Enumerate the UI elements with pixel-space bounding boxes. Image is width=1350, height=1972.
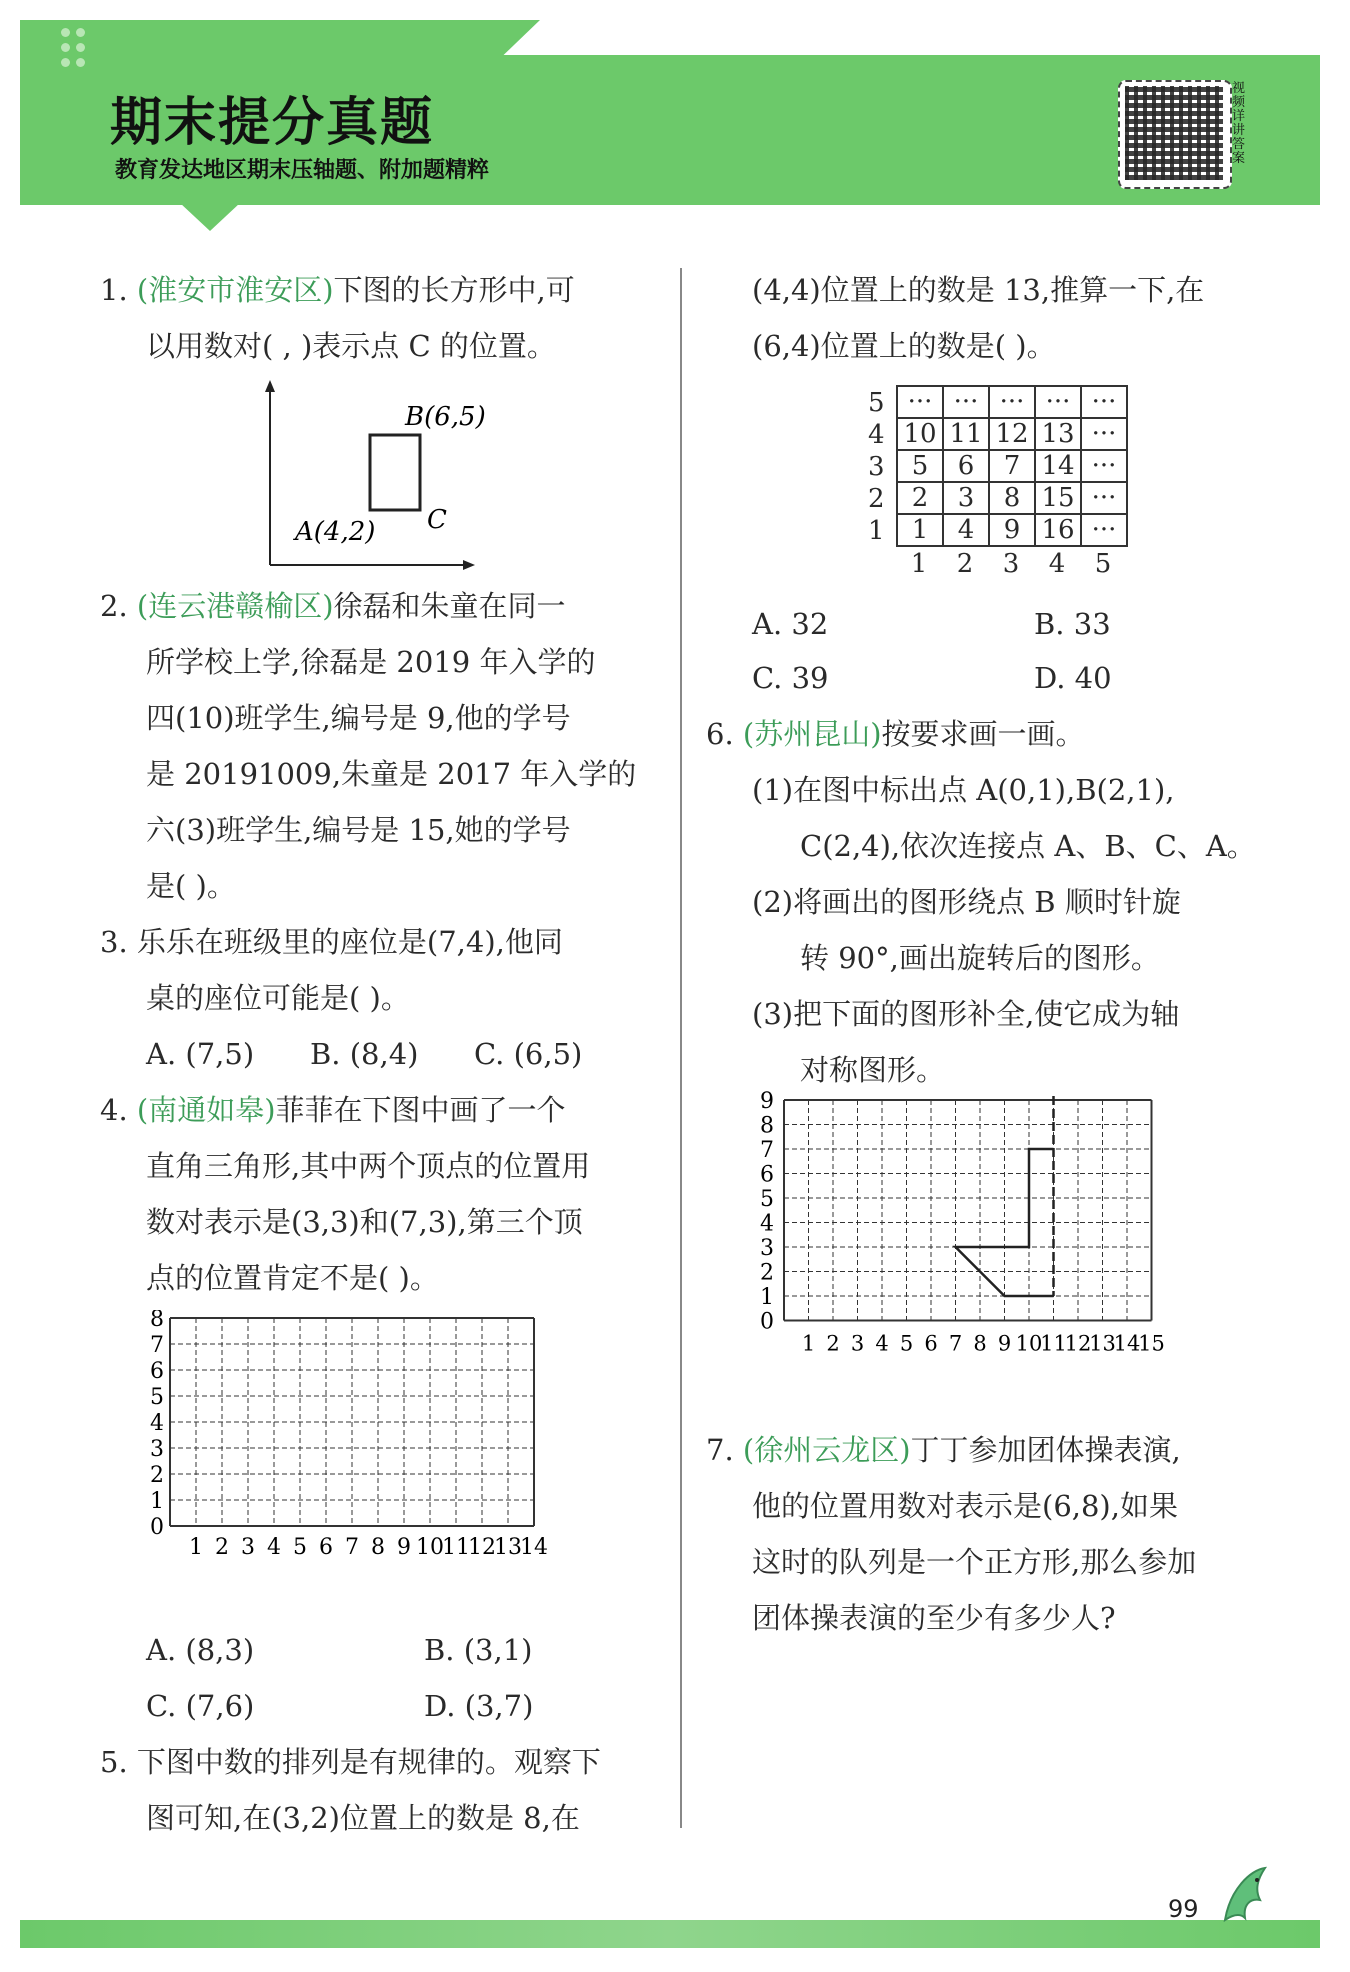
row-label: 5 bbox=[868, 388, 885, 418]
table-row bbox=[897, 514, 1127, 546]
qr-code-icon[interactable] bbox=[1125, 86, 1223, 180]
table-row bbox=[897, 418, 1127, 450]
table-cell: 8 bbox=[989, 482, 1035, 514]
question-7-line4: 团体操表演的至少有多少人? bbox=[752, 1601, 1116, 1635]
question-2-line2: 所学校上学,徐磊是 2019 年入学的 bbox=[146, 645, 596, 679]
question-5-line4: (6,4)位置上的数是( )。 bbox=[752, 329, 1056, 363]
question-4-option-b[interactable]: B. (3,1) bbox=[424, 1633, 533, 1667]
x-tick-label: 7 bbox=[948, 1331, 963, 1356]
question-source: (南通如皋) bbox=[136, 1093, 276, 1127]
question-5-line2: 图可知,在(3,2)位置上的数是 8,在 bbox=[146, 1801, 580, 1835]
column-divider bbox=[680, 268, 682, 1828]
question-6-part1-line1: (1)在图中标出点 A(0,1),B(2,1), bbox=[752, 773, 1175, 807]
table-cell: 9 bbox=[989, 514, 1035, 546]
table-cell: 7 bbox=[989, 450, 1035, 482]
qr-label: 视频详讲答案 bbox=[1232, 81, 1246, 166]
x-tick-label: 1 bbox=[189, 1535, 203, 1560]
y-tick-label: 1 bbox=[760, 1285, 774, 1310]
q4-grid bbox=[140, 1310, 660, 1620]
footer-bar bbox=[20, 1920, 1320, 1948]
table-cell: 5 bbox=[897, 450, 943, 482]
row-label: 1 bbox=[868, 516, 885, 546]
question-1 bbox=[100, 262, 575, 318]
row-label: 2 bbox=[868, 484, 885, 514]
question-6-part3-line2: 对称图形。 bbox=[800, 1053, 946, 1087]
page-title: 期末提分真题 bbox=[110, 93, 435, 153]
table-cell: 3 bbox=[943, 482, 989, 514]
question-6-part2-line1: (2)将画出的图形绕点 B 顺时针旋 bbox=[752, 885, 1181, 919]
x-tick-label: 6 bbox=[319, 1535, 333, 1560]
y-tick-label: 0 bbox=[760, 1309, 774, 1335]
question-6-part2-line2: 转 90°,画出旋转后的图形。 bbox=[800, 941, 1160, 975]
question-4-line4: 点的位置肯定不是( )。 bbox=[146, 1261, 439, 1295]
x-axis-arrow bbox=[463, 560, 475, 570]
page-subtitle: 教育发达地区期末压轴题、附加题精粹 bbox=[115, 158, 490, 183]
x-tick-label: 9 bbox=[997, 1331, 1012, 1356]
y-tick-label: 7 bbox=[150, 1333, 164, 1358]
table-cell: 12 bbox=[989, 418, 1035, 450]
question-3-option-a[interactable]: A. (7,5) bbox=[146, 1037, 255, 1071]
y-tick-label: 5 bbox=[760, 1187, 774, 1212]
question-5-option-a[interactable]: A. 32 bbox=[752, 607, 829, 641]
y-tick-label: 8 bbox=[150, 1310, 164, 1332]
question-2: 2. (连云港赣榆区)徐磊和朱童在同一 bbox=[100, 589, 566, 623]
x-tick-label: 5 bbox=[899, 1331, 914, 1356]
row-label: 4 bbox=[868, 420, 885, 450]
question-3-option-c[interactable]: C. (6,5) bbox=[474, 1037, 583, 1071]
question-3-line2: 桌的座位可能是( )。 bbox=[146, 981, 410, 1015]
page-number: 99 bbox=[1168, 1895, 1199, 1923]
header-tab bbox=[20, 20, 540, 60]
row-labels bbox=[868, 385, 896, 547]
header-notch bbox=[180, 203, 240, 231]
question-source: (苏州昆山) bbox=[742, 717, 882, 751]
question-3: 3. 乐乐在班级里的座位是(7,4),他同 bbox=[100, 925, 563, 959]
table-cell: 11 bbox=[943, 418, 989, 450]
x-tick-label: 10 bbox=[416, 1535, 444, 1560]
question-2-line4: 是 20191009,朱童是 2017 年入学的 bbox=[146, 757, 637, 791]
table-row bbox=[897, 482, 1127, 514]
x-tick-label: 4 bbox=[267, 1535, 281, 1560]
q1-rectangle-diagram bbox=[255, 380, 495, 570]
y-tick-label: 1 bbox=[150, 1489, 164, 1514]
x-tick-label: 3 bbox=[241, 1535, 255, 1560]
question-1-line2: 以用数对( , )表示点 C 的位置。 bbox=[146, 329, 556, 363]
y-tick-label: 8 bbox=[760, 1113, 774, 1139]
y-tick-label: 2 bbox=[150, 1463, 164, 1488]
number-pattern-table bbox=[868, 385, 1128, 581]
table-cell: ··· bbox=[1081, 482, 1127, 514]
x-tick-label: 11 bbox=[1040, 1331, 1067, 1356]
col-label: 4 bbox=[1048, 549, 1066, 579]
table-row bbox=[897, 386, 1127, 418]
table-cell: ··· bbox=[1081, 514, 1127, 546]
label-b: B(6,5) bbox=[405, 402, 486, 432]
row-label: 3 bbox=[868, 452, 885, 482]
x-tick-label: 10 bbox=[1015, 1331, 1043, 1356]
y-tick-label: 7 bbox=[760, 1138, 774, 1163]
y-tick-label: 3 bbox=[760, 1236, 774, 1261]
question-5-option-c[interactable]: C. 39 bbox=[752, 661, 829, 695]
question-5-option-d[interactable]: D. 40 bbox=[1034, 661, 1112, 695]
question-4-option-a[interactable]: A. (8,3) bbox=[146, 1633, 255, 1667]
x-tick-label: 1 bbox=[801, 1331, 816, 1356]
table-cell: 10 bbox=[897, 418, 943, 450]
table-cell: ··· bbox=[1081, 386, 1127, 418]
question-6-part3-line1: (3)把下面的图形补全,使它成为轴 bbox=[752, 997, 1180, 1031]
col-label: 5 bbox=[1094, 549, 1112, 579]
col-labels bbox=[896, 547, 1128, 581]
x-tick-label: 13 bbox=[494, 1535, 522, 1560]
table-cell: ··· bbox=[943, 386, 989, 418]
question-5: 5. 下图中数的排列是有规律的。观察下 bbox=[100, 1745, 601, 1779]
pattern-grid bbox=[896, 385, 1128, 547]
x-tick-label: 14 bbox=[1113, 1331, 1141, 1356]
question-source: (淮安市淮安区) bbox=[136, 273, 334, 307]
question-4-line3: 数对表示是(3,3)和(7,3),第三个顶 bbox=[146, 1205, 583, 1239]
x-tick-label: 12 bbox=[1064, 1331, 1092, 1356]
question-text: 下图的长方形中,可 bbox=[333, 273, 575, 307]
table-cell: 2 bbox=[897, 482, 943, 514]
question-number: 1. bbox=[100, 273, 128, 307]
y-tick-label: 3 bbox=[150, 1437, 164, 1462]
table-cell: 15 bbox=[1035, 482, 1081, 514]
col-label: 3 bbox=[1002, 549, 1020, 579]
y-tick-label: 4 bbox=[760, 1211, 774, 1237]
y-tick-label: 6 bbox=[150, 1359, 164, 1384]
question-3-option-b[interactable]: B. (8,4) bbox=[310, 1037, 419, 1071]
y-tick-label: 4 bbox=[150, 1411, 164, 1436]
x-tick-label: 2 bbox=[826, 1331, 840, 1356]
x-tick-label: 15 bbox=[1138, 1331, 1165, 1356]
rectangle-shape bbox=[370, 435, 420, 510]
table-cell: ··· bbox=[1081, 418, 1127, 450]
question-4: 4. (南通如皋)菲菲在下图中画了一个 bbox=[100, 1093, 566, 1127]
table-cell: 4 bbox=[943, 514, 989, 546]
question-5-option-b[interactable]: B. 33 bbox=[1034, 607, 1111, 641]
question-2-line3: 四(10)班学生,编号是 9,他的学号 bbox=[146, 701, 571, 735]
x-tick-label: 11 bbox=[442, 1535, 470, 1560]
table-cell: 1 bbox=[897, 514, 943, 546]
y-tick-label: 0 bbox=[150, 1515, 164, 1540]
table-cell: ··· bbox=[989, 386, 1035, 418]
question-2-line5: 六(3)班学生,编号是 15,她的学号 bbox=[146, 813, 571, 847]
table-row bbox=[897, 450, 1127, 482]
table-cell: 14 bbox=[1035, 450, 1081, 482]
decorative-dots bbox=[58, 25, 98, 95]
question-source: (徐州云龙区) bbox=[742, 1433, 911, 1467]
y-tick-label: 5 bbox=[150, 1385, 164, 1410]
question-source: (连云港赣榆区) bbox=[136, 589, 334, 623]
question-6: 6. (苏州昆山)按要求画一画。 bbox=[706, 717, 1085, 751]
x-tick-label: 14 bbox=[520, 1535, 548, 1560]
question-7-line3: 这时的队列是一个正方形,那么参加 bbox=[752, 1545, 1197, 1579]
x-tick-label: 13 bbox=[1089, 1331, 1116, 1356]
x-tick-label: 6 bbox=[924, 1331, 938, 1356]
question-7: 7. (徐州云龙区)丁丁参加团体操表演, bbox=[706, 1433, 1181, 1467]
question-6-part1-line2: C(2,4),依次连接点 A、B、C、A。 bbox=[800, 829, 1256, 863]
col-label: 1 bbox=[910, 549, 928, 579]
x-tick-label: 5 bbox=[293, 1535, 307, 1560]
y-tick-label: 9 bbox=[760, 1090, 774, 1114]
x-tick-label: 4 bbox=[875, 1331, 889, 1356]
x-tick-label: 12 bbox=[468, 1535, 496, 1560]
question-5-line3: (4,4)位置上的数是 13,推算一下,在 bbox=[752, 273, 1205, 307]
table-cell: 13 bbox=[1035, 418, 1081, 450]
x-tick-label: 7 bbox=[345, 1535, 359, 1560]
y-tick-label: 2 bbox=[760, 1260, 774, 1286]
x-tick-label: 8 bbox=[973, 1331, 987, 1356]
question-4-line2: 直角三角形,其中两个顶点的位置用 bbox=[146, 1149, 591, 1183]
label-a: A(4,2) bbox=[295, 517, 376, 547]
table-cell: 16 bbox=[1035, 514, 1081, 546]
question-2-line6: 是( )。 bbox=[146, 869, 236, 903]
question-4-option-d[interactable]: D. (3,7) bbox=[424, 1689, 534, 1723]
y-axis-arrow bbox=[265, 380, 275, 392]
table-cell: 6 bbox=[943, 450, 989, 482]
col-label: 2 bbox=[956, 549, 974, 579]
x-tick-label: 2 bbox=[215, 1535, 229, 1560]
x-tick-label: 8 bbox=[371, 1535, 385, 1560]
question-7-line2: 他的位置用数对表示是(6,8),如果 bbox=[752, 1489, 1178, 1523]
x-tick-label: 9 bbox=[397, 1535, 411, 1560]
label-c: C bbox=[427, 505, 447, 535]
dolphin-icon bbox=[1215, 1860, 1275, 1940]
q6-grid bbox=[752, 1090, 1252, 1420]
table-cell: ··· bbox=[1081, 450, 1127, 482]
table-cell: ··· bbox=[1035, 386, 1081, 418]
x-tick-label: 3 bbox=[850, 1331, 865, 1356]
y-tick-label: 6 bbox=[760, 1162, 774, 1188]
table-cell: ··· bbox=[897, 386, 943, 418]
question-4-option-c[interactable]: C. (7,6) bbox=[146, 1689, 255, 1723]
